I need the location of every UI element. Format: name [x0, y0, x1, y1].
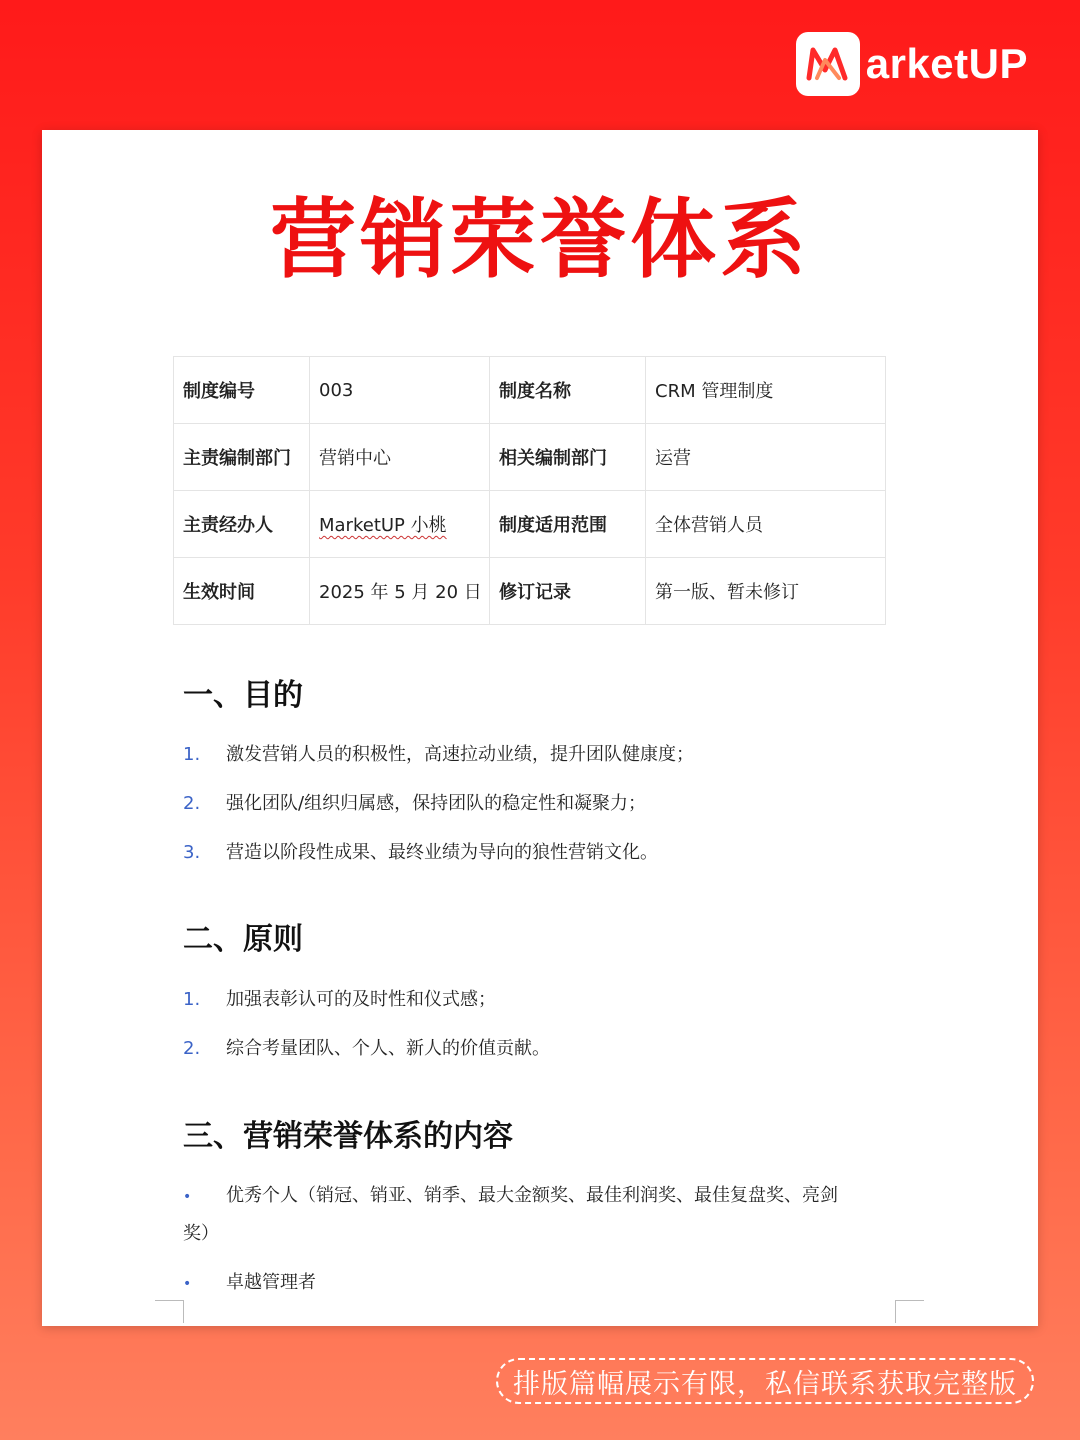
- list-text: 卓越管理者: [226, 1272, 316, 1293]
- list-number: 2.: [183, 793, 201, 814]
- list-item: [183, 838, 658, 864]
- table-cell: 2025 年 5 月 20 日: [310, 558, 490, 625]
- bullet-icon: •: [183, 1276, 192, 1292]
- list-number: 1.: [183, 744, 201, 765]
- brand-logo: [796, 30, 1028, 98]
- list-item: [183, 1268, 316, 1294]
- table-cell: 全体营销人员: [646, 491, 886, 558]
- contact-cta-banner: 排版篇幅展示有限，私信联系获取完整版: [496, 1358, 1034, 1404]
- list-text: 加强表彰认可的及时性和仪式感；: [226, 989, 496, 1010]
- list-text: 激发营销人员的积极性，高速拉动业绩，提升团队健康度；: [226, 744, 694, 765]
- table-cell: CRM 管理制度: [646, 357, 886, 424]
- table-row: [174, 424, 886, 491]
- list-text: 强化团队/组织归属感，保持团队的稳定性和凝聚力；: [226, 793, 647, 814]
- list-item: [183, 740, 694, 766]
- table-cell: 制度适用范围: [490, 491, 646, 558]
- document-page: [42, 130, 1038, 1326]
- table-cell: 003: [310, 357, 490, 424]
- logo-m-icon: [796, 32, 860, 96]
- table-cell: 修订记录: [490, 558, 646, 625]
- list-number: 3.: [183, 842, 201, 863]
- section-heading: 三、营销荣誉体系的内容: [183, 1119, 513, 1154]
- list-number: 2.: [183, 1038, 201, 1059]
- table-row: [174, 558, 886, 625]
- section-heading: 二、原则: [183, 922, 303, 957]
- table-cell: 第一版、暂未修订: [646, 558, 886, 625]
- list-item: [183, 1181, 838, 1207]
- document-title: 营销荣誉体系: [270, 190, 810, 290]
- table-cell: [310, 491, 490, 558]
- table-cell: 生效时间: [174, 558, 310, 625]
- table-cell: 主责编制部门: [174, 424, 310, 491]
- list-item: [183, 985, 496, 1011]
- table-cell: 相关编制部门: [490, 424, 646, 491]
- table-cell: 制度名称: [490, 357, 646, 424]
- table-cell: 主责经办人: [174, 491, 310, 558]
- table-row: [174, 357, 886, 424]
- list-item: [183, 789, 646, 815]
- list-item-continuation: 奖）: [183, 1223, 219, 1244]
- list-text: 营造以阶段性成果、最终业绩为导向的狼性营销文化。: [226, 842, 658, 863]
- margin-corner-mark: [155, 1300, 184, 1323]
- list-text: 综合考量团队、个人、新人的价值贡献。: [226, 1038, 550, 1059]
- list-item: [183, 1034, 550, 1060]
- list-text: 优秀个人（销冠、销亚、销季、最大金额奖、最佳利润奖、最佳复盘奖、亮剑: [226, 1185, 838, 1206]
- section-heading: 一、目的: [183, 678, 303, 713]
- table-row: [174, 491, 886, 558]
- list-number: 1.: [183, 989, 201, 1010]
- table-cell: 营销中心: [310, 424, 490, 491]
- bullet-icon: •: [183, 1189, 192, 1205]
- policy-info-table: [173, 356, 886, 625]
- logo-text: arketUP: [865, 40, 1028, 87]
- margin-corner-mark: [895, 1300, 924, 1323]
- spellcheck-underlined-text: MarketUP 小桃: [319, 515, 447, 536]
- table-cell: 制度编号: [174, 357, 310, 424]
- table-cell: 运营: [646, 424, 886, 491]
